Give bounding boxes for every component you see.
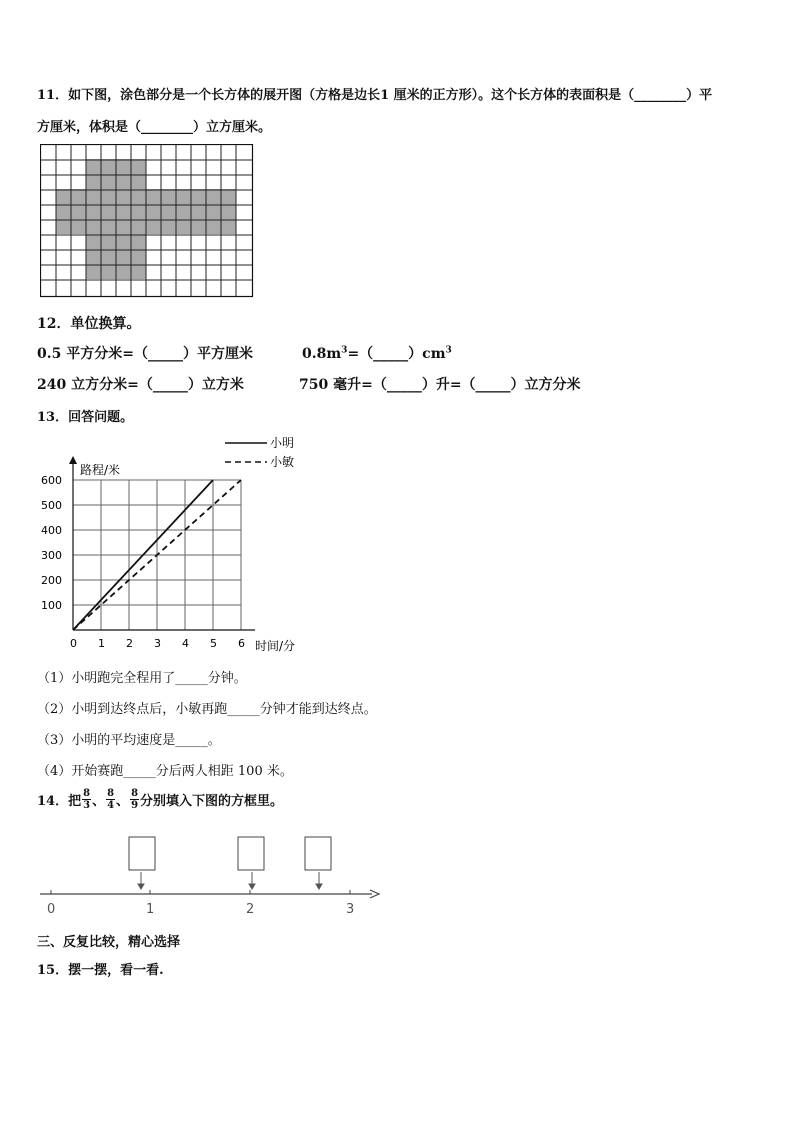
x-tick-label: 5 (210, 637, 217, 650)
q13-sub-1: （1）小明跑完全程用了_____分钟。 (37, 671, 247, 686)
net-grid-figure (40, 144, 254, 298)
y-tick-label: 200 (41, 574, 62, 587)
fraction-8-9: $\frac{8}{9}$ (131, 788, 139, 811)
x-tick-label: 0 (70, 637, 77, 650)
q14-prompt: 14．把 $\frac{8}{3}$ 、 $\frac{8}{4}$ 、 $\frac{8}{9}$ 分别填入下图的方框里。 (37, 788, 284, 811)
q12-item-2: $0.8m^3=(\_\_\_\_\_)cm^3$ (302, 345, 452, 362)
section-3-heading: 三、反复比较，精心选择 (37, 935, 181, 950)
q12-item-4: 750 毫升=（_____）升=（_____）立方分米 (299, 377, 581, 393)
legend-label-1: 小明 (270, 436, 295, 450)
x-tick-label: 6 (238, 637, 245, 650)
y-axis-arrow-icon (69, 456, 77, 464)
y-tick-label: 400 (41, 524, 62, 537)
x-tick-label: 4 (182, 637, 189, 650)
answer-box-2[interactable] (238, 837, 264, 870)
q13-sub-3: （3）小明的平均速度是_____。 (37, 733, 221, 748)
chart-legend (225, 436, 294, 469)
box-arrows (138, 872, 322, 889)
answer-box-3[interactable] (305, 837, 331, 870)
q12-item-1: 0.5 平方分米=（_____）平方厘米 (37, 346, 253, 362)
number-line-figure (36, 832, 386, 922)
chart-tick-labels (41, 474, 245, 650)
x-tick-label: 1 (98, 637, 105, 650)
answer-box-1[interactable] (129, 837, 155, 870)
q15-prompt: 15．摆一摆，看一看. (37, 963, 164, 978)
tick-1: 1 (146, 902, 155, 917)
distance-time-chart (30, 432, 320, 654)
x-axis-label: 时间/分 (255, 639, 296, 653)
q13-sub-2: （2）小明到达终点后，小敏再跑_____分钟才能到达终点。 (37, 702, 377, 717)
q13-sub-4: （4）开始赛跑_____分后两人相距 100 米。 (37, 764, 293, 779)
x-tick-label: 3 (154, 637, 161, 650)
x-tick-label: 2 (126, 637, 133, 650)
y-tick-label: 500 (41, 499, 62, 512)
legend-label-2: 小敏 (270, 455, 295, 469)
tick-3: 3 (346, 902, 355, 917)
q11-line1: 11．如下图，涂色部分是一个长方体的展开图（方格是边长1 厘米的正方形）。这个长方体的表面积是（________）平 (37, 88, 713, 103)
tick-2: 2 (246, 902, 255, 917)
q13-title: 13．回答问题。 (37, 410, 134, 425)
q11-line2: 方厘米，体积是（________）立方厘米。 (37, 120, 272, 135)
tick-0: 0 (47, 902, 56, 917)
y-tick-label: 300 (41, 549, 62, 562)
fraction-8-3: $\frac{8}{3}$ (83, 788, 91, 811)
y-tick-label: 100 (41, 599, 62, 612)
q12-title: 12．单位换算。 (37, 316, 141, 332)
fraction-8-4: $\frac{8}{4}$ (107, 788, 115, 811)
grid-lines (40, 144, 252, 296)
q12-item-3: 240 立方分米=（_____）立方米 (37, 377, 244, 393)
y-axis-label: 路程/米 (80, 463, 121, 477)
y-tick-label: 600 (41, 474, 62, 487)
